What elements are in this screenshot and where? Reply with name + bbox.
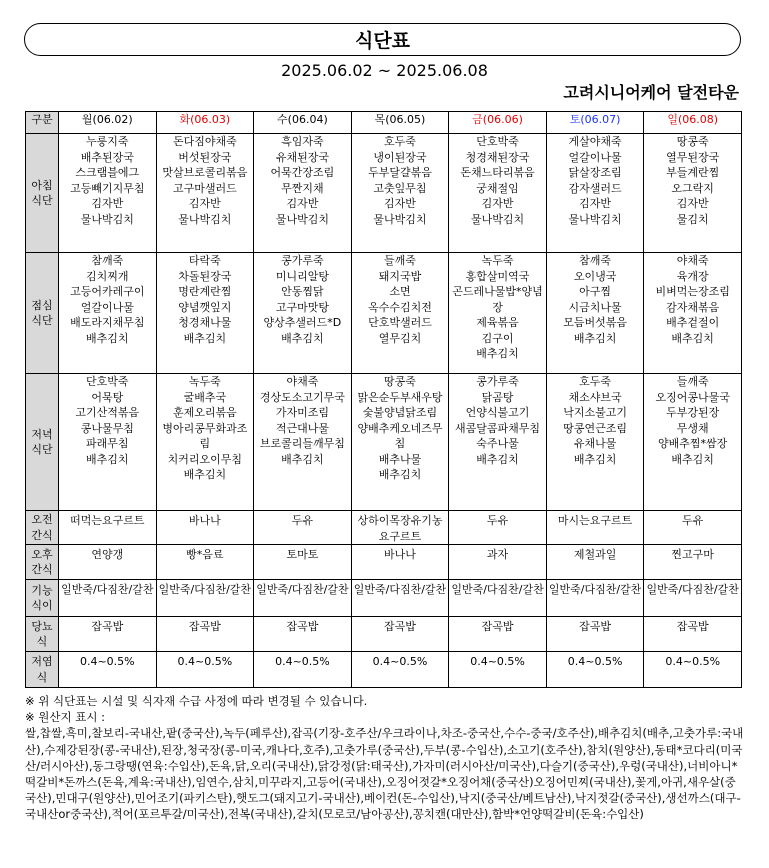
date-range: 2025.06.02 ~ 2025.06.08 (281, 61, 488, 80)
menu-item: 잡곡밥 (676, 620, 709, 633)
row-label-text: 식이 (31, 599, 53, 612)
menu-item: 김자반 (286, 197, 319, 210)
notes (25, 693, 745, 823)
menu-cell-low-salt-diet-mon (59, 652, 157, 688)
menu-item: 일반죽/다짐찬/갈찬 (158, 583, 252, 596)
page-title (24, 23, 741, 56)
menu-item: 두부달걀볶음 (368, 166, 432, 179)
menu-item: 야채죽 (676, 254, 709, 267)
menu-cell-diabetic-diet-mon (59, 617, 157, 652)
menu-item: 얼갈이나물 (80, 300, 134, 314)
menu-cell-functional-diet-sun (644, 580, 742, 617)
menu-item: 어묵탕 (91, 390, 124, 404)
menu-item: 돈다짐야채죽 (172, 135, 237, 148)
menu-item: 참깨죽 (91, 254, 124, 267)
menu-cell-breakfast-fri (449, 134, 547, 253)
menu-cell-lunch-mon (59, 253, 157, 374)
menu-cell-am-snack-wed (254, 511, 352, 545)
header-row (26, 112, 742, 134)
menu-item: 미니리알탕 (275, 269, 329, 283)
row-label-dinner (26, 374, 59, 511)
row-label-am-snack (26, 511, 59, 545)
menu-item: 제철과일 (573, 548, 617, 561)
menu-item: 고구마맛탕 (275, 300, 329, 314)
change-notice: ※ 위 식단표는 시설 및 식자재 수급 사정에 따라 변경될 수 있습니다. (25, 694, 368, 708)
menu-item: 고춧잎무침 (373, 181, 427, 195)
menu-item: 감자채볶음 (666, 300, 720, 314)
menu-item: 병아리콩무화과조림 (162, 421, 248, 450)
menu-item: 청경채된장국 (465, 150, 530, 164)
header-corner: 구분 (26, 112, 59, 134)
menu-cell-dinner-wed (254, 374, 352, 511)
menu-cell-low-salt-diet-thu (351, 652, 449, 688)
menu-cell-functional-diet-tue (156, 580, 254, 617)
menu-cell-pm-snack-fri (449, 545, 547, 580)
menu-item: 모듬버섯볶음 (563, 316, 627, 329)
menu-cell-lunch-wed (254, 253, 352, 374)
menu-item: 단호박샐러드 (368, 316, 432, 329)
menu-item: 두부강된장 (666, 406, 720, 419)
menu-item: 오그락지 (671, 181, 714, 195)
menu-item: 파래무침 (86, 437, 129, 450)
menu-item: 배도라지채무침 (70, 316, 145, 329)
menu-item: 돼지국밥 (378, 269, 422, 283)
menu-item: 양념깻잎지 (178, 300, 232, 314)
menu-item: 치커리오이무침 (167, 452, 243, 466)
menu-item: 0.4~0.5% (79, 655, 135, 668)
menu-cell-pm-snack-sun (644, 545, 742, 580)
day-header-wed: 수(06.04) (254, 112, 352, 134)
menu-item: 소면 (389, 285, 411, 298)
row-label-breakfast (26, 134, 59, 253)
menu-cell-breakfast-wed (254, 134, 352, 253)
origin-heading: ※ 원산지 표시 : (25, 710, 106, 725)
menu-item: 야채죽 (286, 375, 319, 388)
menu-cell-pm-snack-wed (254, 545, 352, 580)
menu-item: 일반죽/다짐찬/갈찬 (353, 583, 447, 596)
menu-item: 배추김치 (86, 452, 129, 466)
menu-item: 얼갈이나물 (568, 150, 622, 164)
menu-item: 배추김치 (573, 331, 617, 345)
menu-item: 배추김치 (476, 347, 519, 360)
menu-item: 떠먹는요구르트 (70, 514, 145, 527)
menu-item: 유채나물 (573, 437, 617, 450)
row-label-text: 오후 (31, 547, 53, 561)
menu-cell-low-salt-diet-tue (156, 652, 254, 688)
menu-item: 양배추찜*쌈장 (658, 437, 728, 450)
menu-item: 김자반 (91, 197, 124, 210)
menu-item: 물나박김치 (178, 212, 232, 226)
menu-item: 흑임자죽 (281, 135, 324, 148)
menu-item: 호두죽 (384, 135, 416, 148)
day-header-sun: 일(06.08) (644, 112, 742, 134)
menu-cell-low-salt-diet-sun (644, 652, 742, 688)
menu-cell-pm-snack-thu (351, 545, 449, 580)
menu-item: 맑은순두부새우탕 (357, 390, 443, 404)
row-label-pm-snack (26, 545, 59, 580)
row-label-functional-diet (26, 580, 59, 617)
row-am-snack (26, 511, 742, 545)
menu-cell-pm-snack-sat (546, 545, 644, 580)
menu-item: 제육볶음 (476, 316, 519, 329)
menu-item: 언양식불고기 (465, 406, 530, 419)
menu-item: 콩나물무침 (80, 421, 134, 435)
menu-item: 잡곡밥 (384, 620, 416, 633)
menu-item: 궁채절임 (476, 181, 519, 195)
organization-name: 고려시니어케어 달전타운 (563, 83, 739, 102)
menu-item: 물나박김치 (275, 212, 329, 226)
menu-cell-diabetic-diet-fri (449, 617, 547, 652)
menu-item: 배추김치 (281, 331, 324, 345)
menu-item: 물나박김치 (568, 212, 622, 226)
menu-cell-dinner-tue (156, 374, 254, 511)
menu-item: 청경채나물 (178, 316, 232, 329)
menu-item: 부들계란찜 (666, 166, 720, 179)
menu-item: 고기산적볶음 (75, 406, 140, 419)
row-label-text: 간식 (31, 528, 53, 542)
menu-item: 김자반 (579, 197, 612, 210)
menu-item: 아구찜 (579, 285, 612, 298)
menu-item: 김자반 (676, 197, 709, 210)
menu-item: 물나박김치 (80, 212, 134, 226)
menu-cell-lunch-fri (449, 253, 547, 374)
menu-item: 무생채 (676, 421, 709, 435)
day-header-sat: 토(06.07) (546, 112, 644, 134)
menu-cell-functional-diet-thu (351, 580, 449, 617)
menu-item: 두유 (682, 514, 704, 527)
menu-cell-functional-diet-wed (254, 580, 352, 617)
menu-item: 일반죽/다짐찬/갈찬 (451, 583, 544, 596)
menu-item: 들깨죽 (384, 254, 416, 267)
menu-cell-am-snack-fri (449, 511, 547, 545)
menu-item: 오징어콩나물국 (655, 390, 730, 404)
menu-item: 잡곡밥 (286, 620, 319, 633)
menu-item: 0.4~0.5% (275, 655, 330, 668)
row-label-text: 간식 (31, 563, 53, 576)
menu-item: 연양갱 (91, 548, 124, 561)
menu-item: 토마토 (286, 548, 319, 561)
menu-item: 일반죽/다짐찬/갈찬 (61, 583, 154, 596)
menu-item: 김자반 (188, 197, 221, 210)
row-functional-diet (26, 580, 742, 617)
menu-item: 콩가루죽 (476, 375, 519, 388)
origin-text: 쌀,찹쌀,흑미,찰보리-국내산,팥(중국산),녹두(페루산),잡곡(기장-호주산/우크라이나,차조-중국산,수수-중국/호주산),배추김치(배추,고춧가루:국내산),수제강된장(콩-국내산),된장,청국장(콩-미국,캐나다,호주),고춧가루(중국산),두부(콩-수입산),소고기(호주산),참치(원양산),동태*코다리(미국산/러시아산),동그랑땡(연육:수입산),돈육,닭,오리(국내산),닭강정(닭:태국산),가자미(러시아산/미국산),다슬기(중국산),우렁(국내산),너비아니*떡갈비*돈까스(돈육,계육:국내산),임연수,삼치,미꾸라지,고등어(국내산),오징어젓갈*오징어채(중국산)오징어민찌(국내산),꽃게,아귀,새우살(중국산),민대구(원양산),민어조기(파키스탄),햇도그(돼지고기-국내산),베이컨(돈-수입산),낙지(중국산/베트남산),낙지젓갈(중국산),생선까스(대구-국내산or중국산),적어(포르투갈/미국산),전복(국내산),갈치(모로코/남아공산),꽁치캔(대만산),함박*언양떡갈비(돈육:수입산) (25, 726, 744, 822)
menu-item: 단호박죽 (86, 375, 129, 388)
meal-table (25, 111, 742, 688)
row-label-low-salt-diet (26, 652, 59, 688)
menu-item: 물나박김치 (373, 212, 427, 226)
menu-item: 호두죽 (579, 375, 612, 388)
menu-item: 배추김치 (476, 452, 519, 466)
menu-item: 두유 (486, 514, 509, 527)
menu-item: 양배추케오네즈무침 (357, 421, 443, 450)
menu-cell-breakfast-tue (156, 134, 254, 253)
menu-cell-dinner-fri (449, 374, 547, 511)
menu-item: 김자반 (384, 197, 416, 210)
menu-cell-functional-diet-mon (59, 580, 157, 617)
menu-cell-lunch-sun (644, 253, 742, 374)
menu-item: 김구이 (481, 331, 514, 345)
menu-item: 굴배추국 (183, 390, 227, 404)
row-dinner (26, 374, 742, 511)
menu-item: 명란계란찜 (178, 285, 232, 298)
menu-item: 찐고구마 (671, 548, 714, 561)
menu-item: 고등빼기지무침 (70, 181, 145, 195)
menu-item: 스크램블에그 (75, 166, 140, 179)
menu-cell-pm-snack-mon (59, 545, 157, 580)
menu-item: 녹두죽 (188, 375, 221, 388)
menu-cell-diabetic-diet-tue (156, 617, 254, 652)
row-label-diabetic-diet (26, 617, 59, 652)
menu-item: 닭살장조림 (568, 166, 622, 179)
menu-item: 두유 (291, 514, 314, 527)
menu-item: 안동찜닭 (281, 285, 324, 298)
menu-item: 누룽지죽 (86, 135, 129, 148)
day-header-tue: 화(06.03) (156, 112, 254, 134)
menu-item: 녹두죽 (481, 254, 514, 267)
menu-cell-diabetic-diet-sat (546, 617, 644, 652)
menu-item: 0.4~0.5% (177, 655, 233, 668)
menu-item: 낙지소불고기 (563, 406, 627, 419)
menu-item: 김치찌개 (86, 269, 129, 283)
menu-item: 배추김치 (183, 468, 227, 481)
row-label-text: 식 (36, 670, 48, 684)
menu-item: 무짠지채 (281, 181, 324, 195)
menu-item: 새콤달콤파채무침 (455, 421, 541, 435)
menu-item: 일반죽/다짐찬/갈찬 (256, 583, 349, 596)
row-lunch (26, 253, 742, 374)
menu-item: 0.4~0.5% (372, 655, 428, 668)
menu-item: 과자 (486, 548, 509, 561)
menu-item: 땅콩죽 (676, 135, 709, 148)
row-label-text: 기능 (31, 583, 53, 597)
menu-item: 타락죽 (188, 254, 221, 267)
menu-item: 배추된장국 (80, 150, 134, 164)
menu-item: 배추김치 (671, 452, 714, 466)
menu-item: 땅콩죽 (384, 375, 416, 388)
menu-item: 양상추샐러드*D (263, 316, 342, 329)
menu-cell-dinner-sat (546, 374, 644, 511)
menu-item: 잡곡밥 (579, 620, 612, 633)
menu-cell-lunch-tue (156, 253, 254, 374)
menu-cell-breakfast-thu (351, 134, 449, 253)
menu-cell-functional-diet-sat (546, 580, 644, 617)
menu-item: 0.4~0.5% (665, 655, 721, 668)
row-label-text: 당뇨 (31, 619, 53, 633)
menu-item: 마시는요구르트 (557, 514, 633, 527)
menu-item: 감자샐러드 (568, 181, 622, 195)
row-label-text: 식 (36, 635, 48, 648)
menu-item: 배추김치 (86, 331, 129, 345)
row-pm-snack (26, 545, 742, 580)
menu-item: 차돌된장국 (178, 269, 232, 283)
menu-item: 물김치 (676, 212, 709, 226)
menu-item: 배추김치 (573, 452, 617, 466)
menu-cell-am-snack-thu (351, 511, 449, 545)
row-label-text: 식단 (31, 443, 53, 456)
menu-cell-low-salt-diet-fri (449, 652, 547, 688)
menu-item: 돈채느타리볶음 (460, 166, 535, 179)
menu-item: 버섯된장국 (178, 150, 232, 164)
menu-item: 어묵간장조림 (270, 166, 335, 179)
menu-item: 배추김치 (671, 331, 714, 345)
menu-item: 물나박김치 (470, 212, 525, 226)
menu-item: 열무된장국 (666, 150, 720, 164)
menu-item: 곤드레나물밥*양념장 (452, 285, 543, 314)
menu-item: 참깨죽 (579, 254, 612, 267)
menu-cell-am-snack-sun (644, 511, 742, 545)
menu-cell-low-salt-diet-wed (254, 652, 352, 688)
menu-item: 채소샤브국 (568, 390, 622, 404)
menu-item: 배추김치 (378, 468, 422, 481)
menu-item: 콩가루죽 (281, 254, 324, 267)
menu-item: 일반죽/다짐찬/갈찬 (548, 583, 642, 596)
row-breakfast (26, 134, 742, 253)
menu-cell-dinner-mon (59, 374, 157, 511)
row-label-text: 아침 (31, 178, 53, 192)
row-low-salt-diet (26, 652, 742, 688)
menu-cell-am-snack-sat (546, 511, 644, 545)
menu-cell-breakfast-sun (644, 134, 742, 253)
menu-item: 훈제오리볶음 (172, 406, 237, 419)
menu-item: 0.4~0.5% (567, 655, 623, 668)
menu-cell-lunch-sat (546, 253, 644, 374)
day-header-fri: 금(06.06) (449, 112, 547, 134)
menu-item: 바나나 (384, 548, 416, 561)
menu-cell-dinner-sun (644, 374, 742, 511)
menu-item: 닭곰탕 (481, 390, 514, 404)
menu-item: 잡곡밥 (188, 620, 221, 633)
menu-item: 배추김치 (183, 331, 227, 345)
menu-item: 땅콩연근조림 (563, 421, 627, 435)
menu-item: 오이냉국 (573, 269, 617, 283)
menu-item: 고구마샐러드 (172, 181, 237, 195)
menu-cell-am-snack-tue (156, 511, 254, 545)
page-title-text: 식단표 (354, 30, 411, 52)
menu-item: 상하이목장유기농요구르트 (357, 514, 443, 543)
menu-item: 잡곡밥 (481, 620, 514, 633)
row-label-text: 저녁 (31, 427, 53, 441)
menu-item: 비벼먹는장조림 (655, 285, 730, 298)
row-label-text: 식단 (31, 194, 53, 207)
menu-cell-diabetic-diet-sun (644, 617, 742, 652)
menu-item: 숯불양념닭조림 (362, 406, 438, 419)
menu-item: 유채된장국 (275, 150, 329, 164)
menu-cell-diabetic-diet-wed (254, 617, 352, 652)
menu-item: 김자반 (481, 197, 514, 210)
menu-item: 냉이된장국 (373, 150, 427, 164)
day-header-mon: 월(06.02) (59, 112, 157, 134)
menu-item: 배추겉절이 (666, 316, 720, 329)
menu-cell-dinner-thu (351, 374, 449, 511)
menu-item: 들깨죽 (676, 375, 709, 388)
menu-item: 가자미조림 (275, 406, 329, 419)
menu-item: 숙주나물 (476, 437, 519, 450)
menu-item: 배추나물 (378, 452, 422, 466)
day-header-thu: 목(06.05) (351, 112, 449, 134)
menu-item: 단호박죽 (476, 135, 519, 148)
row-label-lunch (26, 253, 59, 374)
menu-cell-breakfast-mon (59, 134, 157, 253)
row-label-text: 점심 (31, 298, 53, 312)
menu-item: 0.4~0.5% (470, 655, 525, 668)
menu-cell-lunch-thu (351, 253, 449, 374)
menu-item: 배추김치 (281, 452, 324, 466)
menu-item: 고등어카레구이 (70, 285, 145, 298)
row-label-text: 오전 (31, 513, 53, 526)
menu-item: 브로콜리들깨무침 (259, 437, 345, 450)
menu-item: 잡곡밥 (91, 620, 124, 633)
menu-cell-low-salt-diet-sat (546, 652, 644, 688)
menu-item: 경상도소고기무국 (259, 390, 345, 404)
menu-item: 빵*음료 (186, 548, 224, 561)
menu-cell-functional-diet-fri (449, 580, 547, 617)
menu-item: 육개장 (676, 269, 709, 283)
menu-item: 맛살브로콜리볶음 (162, 166, 248, 179)
menu-cell-pm-snack-tue (156, 545, 254, 580)
menu-item: 옥수수김치전 (368, 300, 432, 314)
menu-cell-breakfast-sat (546, 134, 644, 253)
menu-cell-diabetic-diet-thu (351, 617, 449, 652)
menu-item: 적근대나물 (275, 421, 329, 435)
menu-item: 바나나 (188, 514, 221, 527)
row-diabetic-diet (26, 617, 742, 652)
menu-item: 시금치나물 (568, 300, 622, 314)
menu-item: 열무김치 (378, 331, 422, 345)
menu-item: 일반죽/다짐찬/갈찬 (646, 583, 739, 596)
menu-cell-am-snack-mon (59, 511, 157, 545)
row-label-text: 저염 (31, 655, 53, 668)
row-label-text: 식단 (31, 314, 53, 327)
menu-item: 게살야채죽 (568, 135, 622, 148)
menu-item: 홍합살미역국 (465, 269, 530, 283)
